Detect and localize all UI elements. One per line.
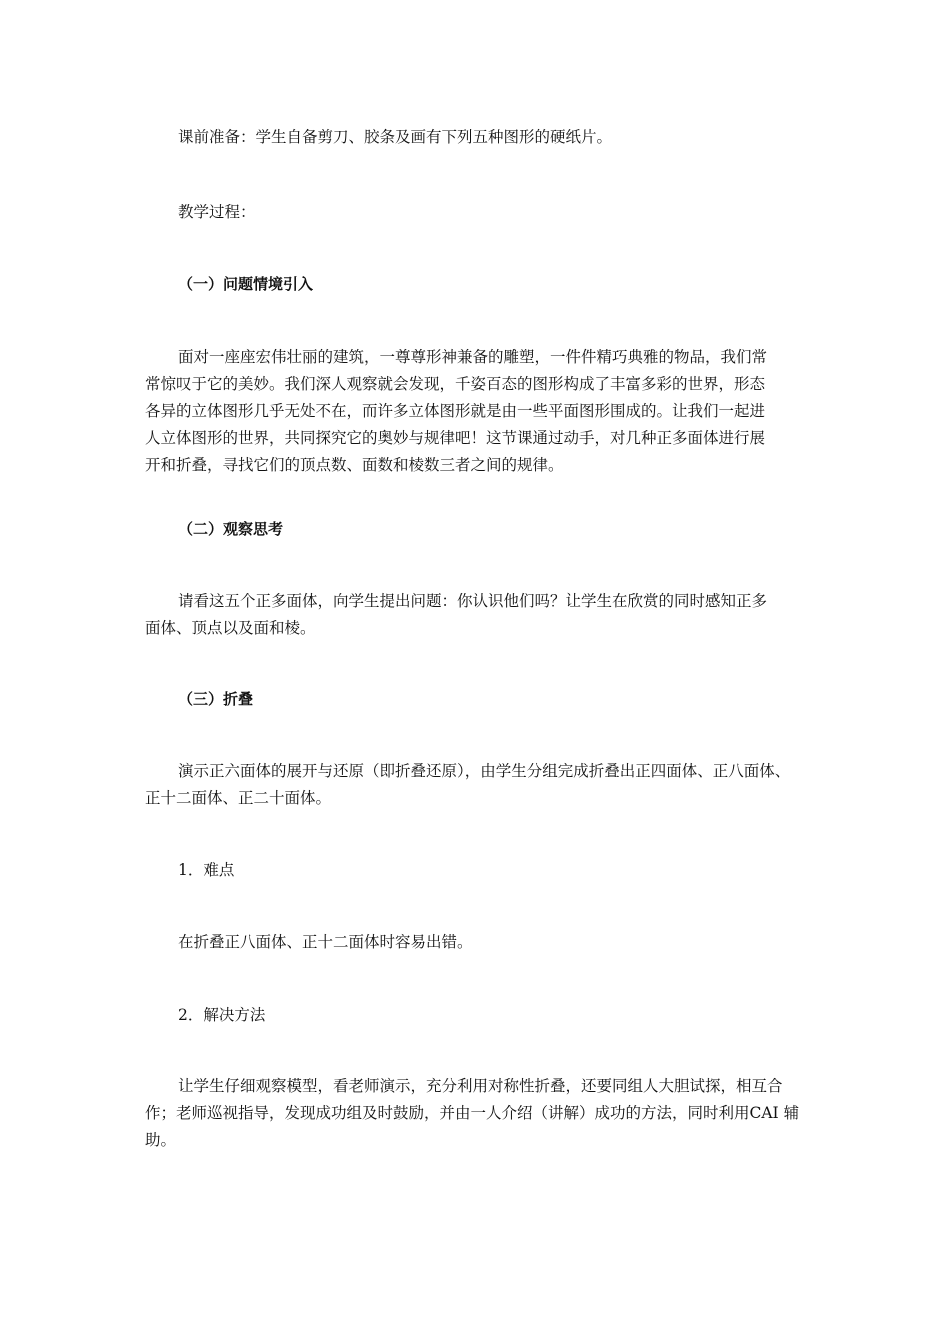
difficulty-label: 1．难点 <box>178 861 235 879</box>
section3-heading: （三）折叠 <box>178 690 254 708</box>
section2-line: 请看这五个正多面体，向学生提出问题：你认识他们吗？让学生在欣赏的同时感知正多 <box>178 592 768 610</box>
section1-line: 各异的立体图形几乎无处不在，而许多立体图形就是由一些平面图形围成的。让我们一起进 <box>145 402 766 420</box>
section1-line: 开和折叠，寻找它们的顶点数、面数和棱数三者之间的规律。 <box>145 456 564 474</box>
solution-label: 2．解决方法 <box>178 1006 266 1024</box>
section1-line: 面对一座座宏伟壮丽的建筑，一尊尊形神兼备的雕塑，一件件精巧典雅的物品，我们常 <box>178 348 768 366</box>
solution-line: 助。 <box>145 1131 177 1149</box>
section2-paragraph <box>145 588 815 642</box>
section3-line: 正十二面体、正二十面体。 <box>145 789 332 807</box>
prep-paragraph: 课前准备：学生自备剪刀、胶条及画有下列五种图形的硬纸片。 <box>178 128 613 146</box>
process-label: 教学过程： <box>178 203 256 221</box>
solution-paragraph <box>145 1073 815 1154</box>
solution-line: 让学生仔细观察模型，看老师演示，充分利用对称性折叠，还要同组人大胆试探，相互合 <box>178 1077 783 1095</box>
section1-line: 常惊叹于它的美妙。我们深人观察就会发现，千姿百态的图形构成了丰富多彩的世界，形态 <box>145 375 766 393</box>
difficulty-text: 在折叠正八面体、正十二面体时容易出错。 <box>178 933 473 951</box>
solution-line: 作；老师巡视指导，发现成功组及时鼓励，并由一人介绍（讲解）成功的方法，同时利用CAI 辅 <box>145 1104 800 1122</box>
section3-paragraph <box>145 758 815 812</box>
section3-line: 演示正六面体的展开与还原（即折叠还原），由学生分组完成折叠出正四面体、正八面体、 <box>178 762 791 780</box>
section1-heading: （一）问题情境引入 <box>178 275 314 293</box>
section1-line: 人立体图形的世界，共同探究它的奥妙与规律吧！这节课通过动手，对几种正多面体进行展 <box>145 429 766 447</box>
section2-heading: （二）观察思考 <box>178 520 284 538</box>
section1-paragraph <box>145 344 815 479</box>
section2-line: 面体、顶点以及面和棱。 <box>145 619 316 637</box>
